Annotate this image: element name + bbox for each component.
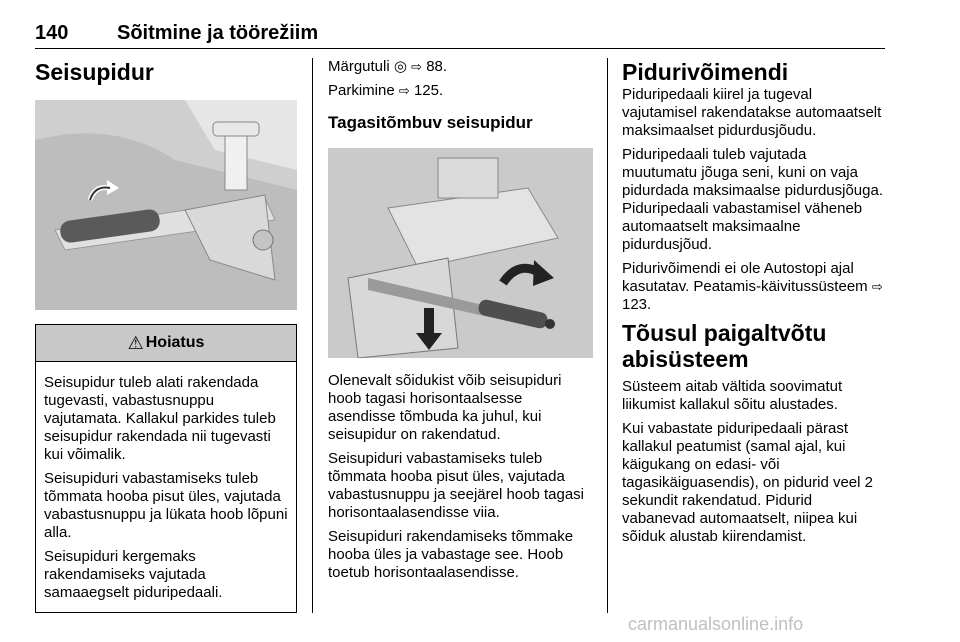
reference-text: Parkimine <box>328 82 395 99</box>
page-ref-number[interactable]: 125. <box>413 82 444 99</box>
chapter-title: Sõitmine ja töörežiim <box>117 22 319 44</box>
reference-text: Märgutuli <box>328 58 390 75</box>
column-divider <box>607 58 608 613</box>
paragraph: Olenevalt sõidukist võib seisupiduri hoob tagasi horisontaalsesse asendisse tõmbuda ka juhul, kui seisupidur on rakendatud. <box>328 372 562 443</box>
parking-brake-illustration <box>35 100 297 310</box>
paragraph <box>622 260 884 314</box>
page-ref-arrow-icon: ⇨ <box>871 279 883 294</box>
column-left <box>35 58 297 613</box>
warning-paragraph: Seisupiduri vabastamiseks tuleb tõmmata hooba pisut üles, vajutada vabastusnuppu ja lükata hoob lõpuni alla. <box>44 470 288 541</box>
page-ref-arrow-icon: ⇨ <box>411 59 423 74</box>
parking-reference <box>328 82 593 100</box>
paragraph-text: Pidurivõimendi ei ole Autostopi ajal kasutatav. Peatamis-käivitussüsteem <box>622 260 868 295</box>
subsection-title: Tagasitõmbuv seisupidur <box>328 113 533 132</box>
section-title-hill-start: Tõusul paigaltvõtu abisüsteem <box>622 320 827 372</box>
warning-paragraph: Seisupiduri kergemaks rakendamiseks vajutada samaaegselt piduripedaali. <box>44 548 223 601</box>
page-ref-arrow-icon: ⇨ <box>398 83 410 98</box>
paragraph: Süsteem aitab vältida soovimatut liikumist kallakul sõitu alustades. <box>622 378 843 413</box>
page-number: 140 <box>35 22 69 44</box>
column-divider <box>312 58 313 613</box>
paragraph: Kui vabastate piduripedaali pärast kallakul peatumist (samal ajal, kui käigukang on edasi- või tagasikäiguasendis), on pidurid veel 2 sekundit rakendatud. Pidurid vabanevad automaatselt, niipea kui sõiduk alustab kiirendamist. <box>622 420 873 545</box>
retractable-brake-illustration <box>328 148 593 358</box>
paragraph: Piduripedaali tuleb vajutada muutumatu jõuga seni, kuni on vaja pidurdada maksimaalse pidurdusjõuga. Piduripedaali vabastamisel väheneb automaatselt maksimaalne pidurdusjõud. <box>622 146 883 253</box>
warning-paragraph: Seisupidur tuleb alati rakendada tugevasti, vabastusnuppu vajutamata. Kallakul parkides tuleb seisupidur rakendada nii tugevasti kui võimalik. <box>44 374 276 463</box>
column-middle <box>328 58 593 588</box>
watermark: carmanualsonline.info <box>628 614 804 634</box>
page-ref-number[interactable]: 88. <box>426 58 448 75</box>
page-ref-number[interactable]: 123. <box>622 296 652 313</box>
indicator-icon: ◎ <box>393 58 407 75</box>
paragraph: Seisupiduri rakendamiseks tõmmake hooba üles ja vabastage see. Hoob toetub horisontaalasendisse. <box>328 528 574 581</box>
section-title-seisupidur: Seisupidur <box>35 59 154 85</box>
page-header <box>35 18 885 49</box>
column-right <box>622 58 884 552</box>
warning-title: Hoiatus <box>145 334 205 351</box>
indicator-reference <box>328 58 593 76</box>
section-title-pidurivoimendi: Pidurivõimendi <box>622 59 789 85</box>
warning-header <box>36 325 296 362</box>
warning-box <box>35 324 297 613</box>
warning-body <box>36 362 296 612</box>
warning-icon: ⚠ <box>127 332 144 353</box>
paragraph: Seisupiduri vabastamiseks tuleb tõmmata hooba pisut üles, vajutada vabastusnuppu ja seejärel hoob tagasi horisontaalasendisse viia. <box>328 450 585 521</box>
paragraph: Piduripedaali kiirel ja tugeval vajutamisel rakendatakse automaatselt maksimaalset pidurdusjõudu. <box>622 86 882 139</box>
